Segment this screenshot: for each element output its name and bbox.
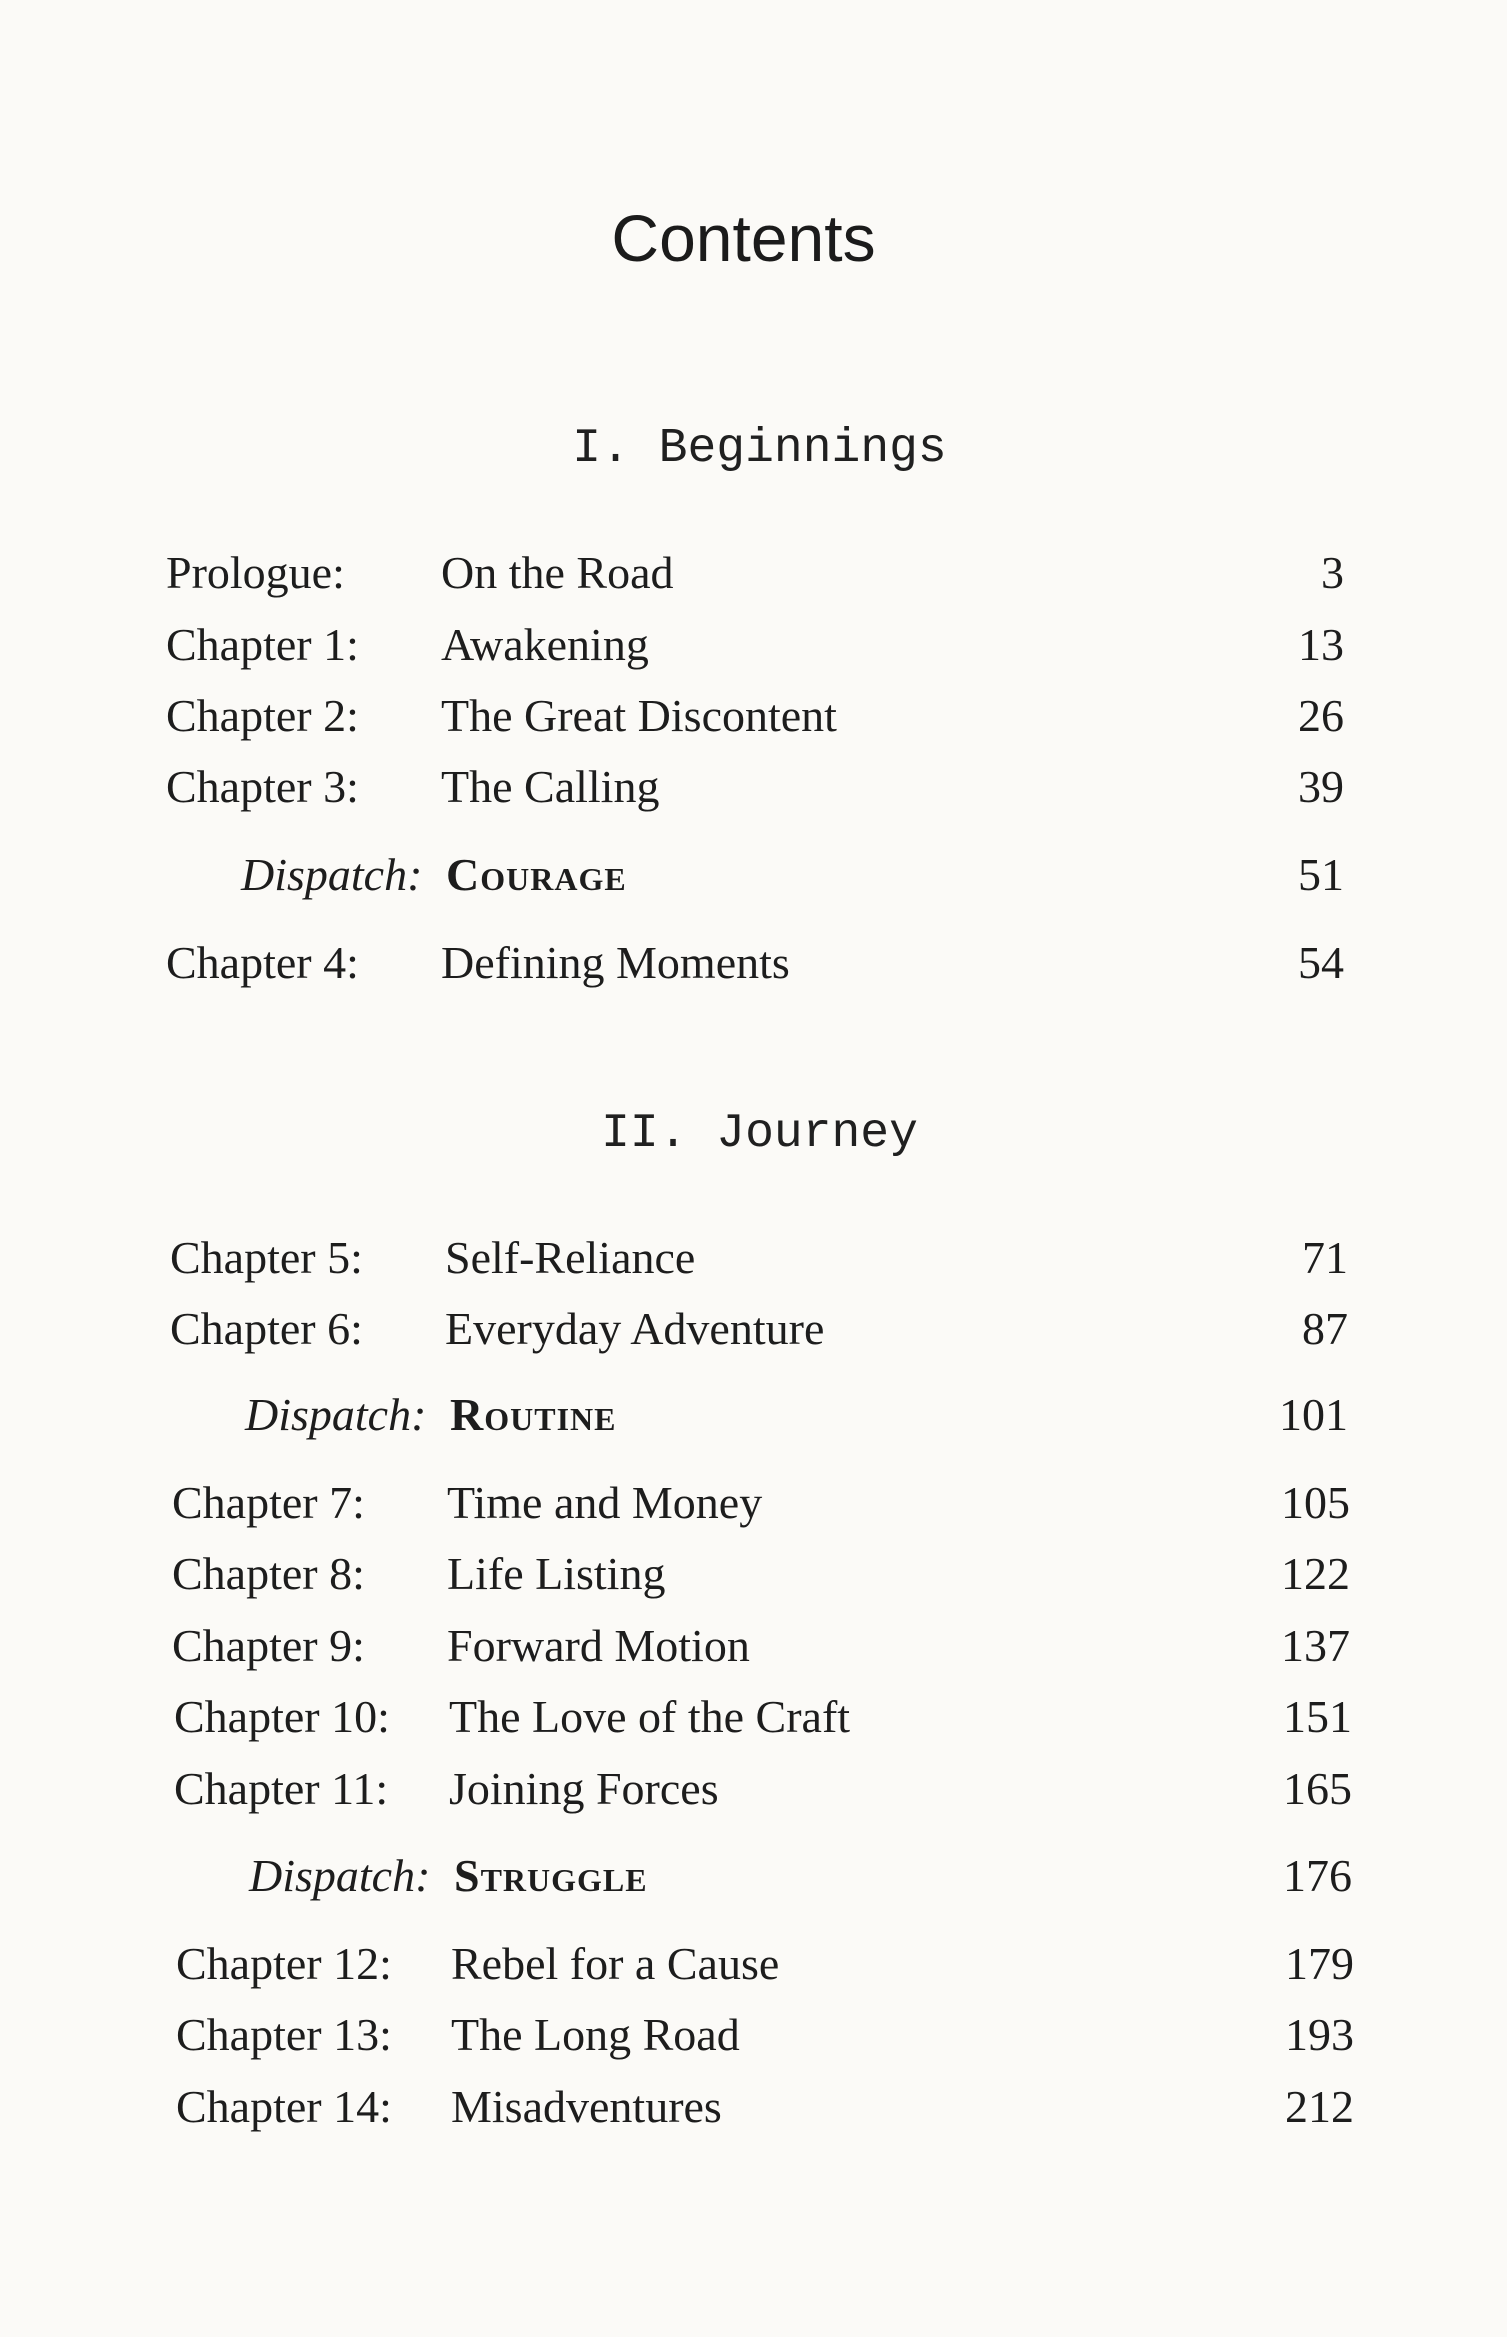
toc-dispatch-courage[interactable] bbox=[166, 845, 1344, 905]
entry-label: Chapter 3: bbox=[166, 761, 359, 812]
entry-title: The Love of the Craft bbox=[449, 1691, 851, 1742]
entry-page-number: 212 bbox=[1285, 2081, 1354, 2132]
page-title: Contents bbox=[611, 201, 876, 275]
toc-entry-chapter-10[interactable] bbox=[174, 1687, 1352, 1747]
entry-page-number: 122 bbox=[1281, 1548, 1350, 1599]
entry-title: Awakening bbox=[441, 619, 649, 670]
entry-title: Defining Moments bbox=[441, 937, 790, 988]
entry-label: Chapter 5: bbox=[170, 1232, 363, 1283]
part-heading-beginnings: I. Beginnings bbox=[572, 422, 947, 476]
entry-label: Chapter 14: bbox=[176, 2081, 392, 2132]
entry-label: Chapter 2: bbox=[166, 690, 359, 741]
toc-entry-chapter-6[interactable] bbox=[170, 1299, 1348, 1359]
entry-page-number: 3 bbox=[1321, 547, 1344, 598]
toc-entry-chapter-9[interactable] bbox=[172, 1616, 1350, 1676]
entry-title: Life Listing bbox=[447, 1548, 666, 1599]
entry-page-number: 176 bbox=[1283, 1850, 1352, 1901]
part-heading-journey: II. Journey bbox=[601, 1107, 918, 1161]
entry-page-number: 71 bbox=[1302, 1232, 1348, 1283]
entry-title: Forward Motion bbox=[447, 1620, 750, 1671]
entry-title: Misadventures bbox=[451, 2081, 722, 2132]
dispatch-label: Dispatch: bbox=[249, 1850, 431, 1901]
toc-entry-chapter-5[interactable] bbox=[170, 1228, 1348, 1288]
entry-label: Chapter 6: bbox=[170, 1303, 363, 1354]
toc-dispatch-struggle[interactable] bbox=[174, 1846, 1352, 1906]
entry-label: Chapter 13: bbox=[176, 2009, 392, 2060]
entry-page-number: 87 bbox=[1302, 1303, 1348, 1354]
dispatch-title: Routine bbox=[450, 1389, 617, 1440]
dispatch-label: Dispatch: bbox=[245, 1389, 427, 1440]
toc-entry-chapter-8[interactable] bbox=[172, 1544, 1350, 1604]
toc-entry-chapter-12[interactable] bbox=[176, 1934, 1354, 1994]
entry-title: Joining Forces bbox=[449, 1763, 719, 1814]
entry-label: Chapter 1: bbox=[166, 619, 359, 670]
entry-page-number: 165 bbox=[1283, 1763, 1352, 1814]
entry-title: Everyday Adventure bbox=[445, 1303, 825, 1354]
entry-label: Chapter 10: bbox=[174, 1691, 390, 1742]
dispatch-label: Dispatch: bbox=[241, 849, 423, 900]
entry-page-number: 13 bbox=[1298, 619, 1344, 670]
dispatch-title: Courage bbox=[446, 849, 627, 900]
entry-page-number: 179 bbox=[1285, 1938, 1354, 1989]
entry-title: Rebel for a Cause bbox=[451, 1938, 780, 1989]
toc-entry-chapter-13[interactable] bbox=[176, 2005, 1354, 2065]
toc-entry-chapter-11[interactable] bbox=[174, 1759, 1352, 1819]
toc-entry-chapter-3[interactable] bbox=[166, 757, 1344, 817]
toc-entry-prologue[interactable] bbox=[166, 543, 1344, 603]
entry-title: Time and Money bbox=[447, 1477, 763, 1528]
entry-page-number: 137 bbox=[1281, 1620, 1350, 1671]
dispatch-title: Struggle bbox=[454, 1850, 648, 1901]
toc-entry-chapter-7[interactable] bbox=[172, 1473, 1350, 1533]
entry-label: Chapter 7: bbox=[172, 1477, 365, 1528]
entry-label: Chapter 11: bbox=[174, 1763, 389, 1814]
entry-page-number: 51 bbox=[1298, 849, 1344, 900]
entry-label: Chapter 12: bbox=[176, 1938, 392, 1989]
entry-label: Prologue: bbox=[166, 547, 345, 598]
entry-page-number: 54 bbox=[1298, 937, 1344, 988]
entry-page-number: 193 bbox=[1285, 2009, 1354, 2060]
toc-dispatch-routine[interactable] bbox=[170, 1385, 1348, 1445]
entry-title: Self-Reliance bbox=[445, 1232, 696, 1283]
entry-page-number: 151 bbox=[1283, 1691, 1352, 1742]
toc-entry-chapter-14[interactable] bbox=[176, 2077, 1354, 2137]
entry-title: The Long Road bbox=[451, 2009, 740, 2060]
toc-entry-chapter-4[interactable] bbox=[166, 933, 1344, 993]
entry-page-number: 26 bbox=[1298, 690, 1344, 741]
entry-title: On the Road bbox=[441, 547, 674, 598]
entry-label: Chapter 9: bbox=[172, 1620, 365, 1671]
entry-page-number: 39 bbox=[1298, 761, 1344, 812]
toc-entry-chapter-2[interactable] bbox=[166, 686, 1344, 746]
entry-label: Chapter 8: bbox=[172, 1548, 365, 1599]
entry-title: The Calling bbox=[441, 761, 660, 812]
entry-label: Chapter 4: bbox=[166, 937, 359, 988]
toc-entry-chapter-1[interactable] bbox=[166, 615, 1344, 675]
entry-page-number: 105 bbox=[1281, 1477, 1350, 1528]
entry-page-number: 101 bbox=[1279, 1389, 1348, 1440]
entry-title: The Great Discontent bbox=[441, 690, 837, 741]
